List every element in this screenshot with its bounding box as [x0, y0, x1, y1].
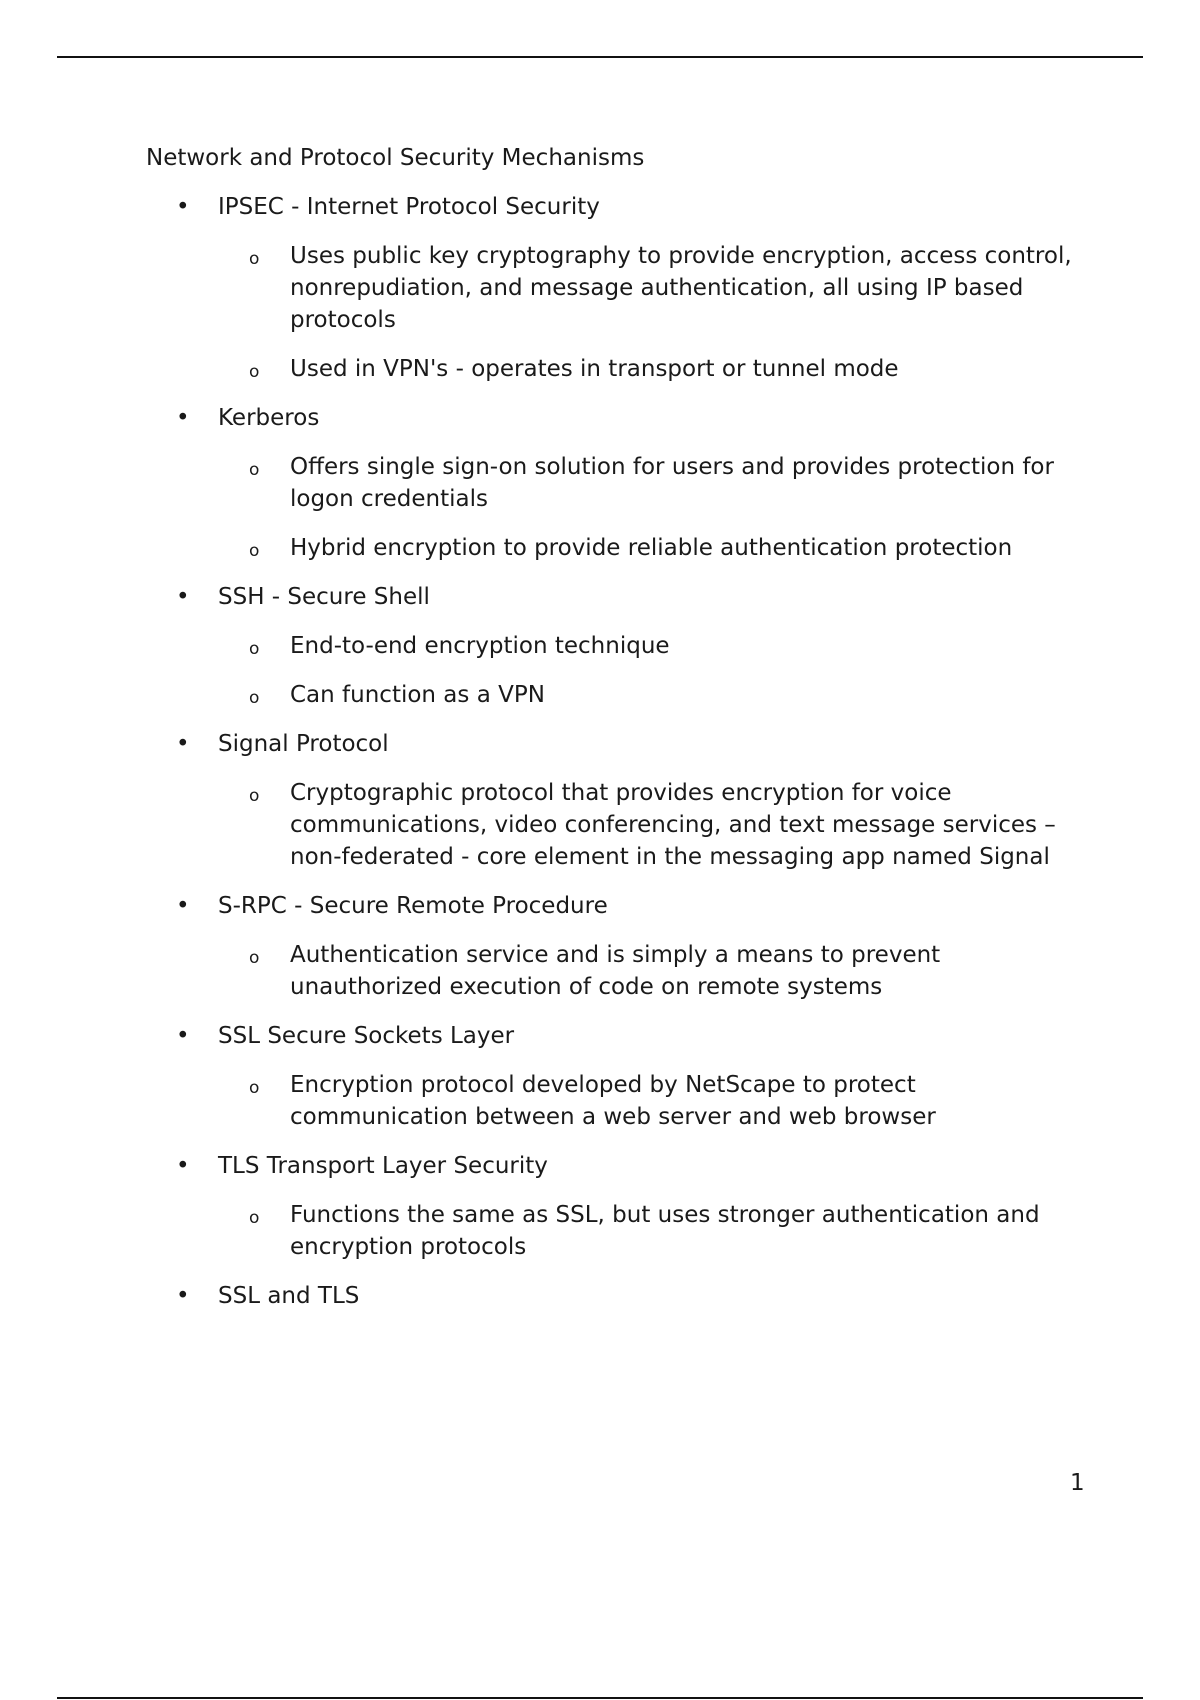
list-item [146, 402, 1106, 564]
bullet-list [146, 191, 1106, 1312]
sub-list-item [218, 1199, 1106, 1263]
list-item-label: Signal Protocol [218, 731, 389, 757]
sub-list-item [218, 240, 1106, 336]
list-item [146, 191, 1106, 385]
list-item-label: SSL and TLS [218, 1283, 360, 1309]
list-item [146, 1280, 1106, 1312]
sub-bullet-icon: o [249, 786, 260, 806]
sub-list-item-text: Offers single sign-on solution for users and provides protection for logon credentials [290, 454, 1054, 512]
sub-list-item-text: Uses public key cryptography to provide encryption, access control, nonrepudiation, and message authentication, all using IP based protocols [290, 243, 1072, 333]
list-item-label: IPSEC - Internet Protocol Security [218, 194, 600, 220]
sub-bullet-icon: o [249, 541, 260, 561]
bullet-icon: • [176, 731, 190, 757]
list-item [146, 581, 1106, 711]
list-item [146, 1150, 1106, 1263]
sub-list-item-text: Functions the same as SSL, but uses stronger authentication and encryption protocols [290, 1202, 1040, 1260]
sub-list-item [218, 630, 1106, 662]
list-item [146, 890, 1106, 1003]
sub-list [218, 451, 1106, 564]
sub-list [218, 240, 1106, 385]
header-rule [57, 56, 1143, 58]
bullet-icon: • [176, 893, 190, 919]
sub-bullet-icon: o [249, 362, 260, 382]
sub-bullet-icon: o [249, 1078, 260, 1098]
sub-list-item-text: Can function as a VPN [290, 682, 545, 708]
sub-list-item [218, 353, 1106, 385]
sub-bullet-icon: o [249, 688, 260, 708]
sub-list-item [218, 777, 1106, 873]
list-item [146, 1020, 1106, 1133]
sub-list-item-text: Used in VPN's - operates in transport or tunnel mode [290, 356, 899, 382]
sub-list [218, 1199, 1106, 1263]
sub-list [218, 630, 1106, 711]
sub-list [218, 1069, 1106, 1133]
bullet-icon: • [176, 1283, 190, 1309]
bullet-icon: • [176, 194, 190, 220]
sub-bullet-icon: o [249, 249, 260, 269]
sub-list-item [218, 939, 1106, 1003]
bullet-icon: • [176, 405, 190, 431]
sub-bullet-icon: o [249, 948, 260, 968]
sub-list-item-text: Encryption protocol developed by NetScape to protect communication between a web server and web browser [290, 1072, 936, 1130]
footer-rule [57, 1697, 1143, 1699]
sub-list-item [218, 679, 1106, 711]
list-item-label: Kerberos [218, 405, 320, 431]
list-item-label: TLS Transport Layer Security [218, 1153, 548, 1179]
sub-list-item-text: Authentication service and is simply a means to prevent unauthorized execution of code on remote systems [290, 942, 941, 1000]
sub-list-item [218, 1069, 1106, 1133]
list-item-label: SSH - Secure Shell [218, 584, 430, 610]
page-content [146, 142, 1106, 1329]
sub-list-item-text: Hybrid encryption to provide reliable authentication protection [290, 535, 1013, 561]
sub-list [218, 777, 1106, 873]
sub-list [218, 939, 1106, 1003]
sub-list-item-text: Cryptographic protocol that provides encryption for voice communications, video conferencing, and text message services – non-federated - core element in the messaging app named Signal [290, 780, 1056, 870]
list-item-label: SSL Secure Sockets Layer [218, 1023, 515, 1049]
bullet-icon: • [176, 1153, 190, 1179]
page-title: Network and Protocol Security Mechanisms [146, 145, 645, 171]
page-number: 1 [1070, 1470, 1085, 1496]
sub-list-item [218, 532, 1106, 564]
sub-list-item [218, 451, 1106, 515]
sub-bullet-icon: o [249, 639, 260, 659]
sub-list-item-text: End-to-end encryption technique [290, 633, 670, 659]
sub-bullet-icon: o [249, 460, 260, 480]
bullet-icon: • [176, 584, 190, 610]
list-item [146, 728, 1106, 873]
list-item-label: S-RPC - Secure Remote Procedure [218, 893, 608, 919]
sub-bullet-icon: o [249, 1208, 260, 1228]
bullet-icon: • [176, 1023, 190, 1049]
